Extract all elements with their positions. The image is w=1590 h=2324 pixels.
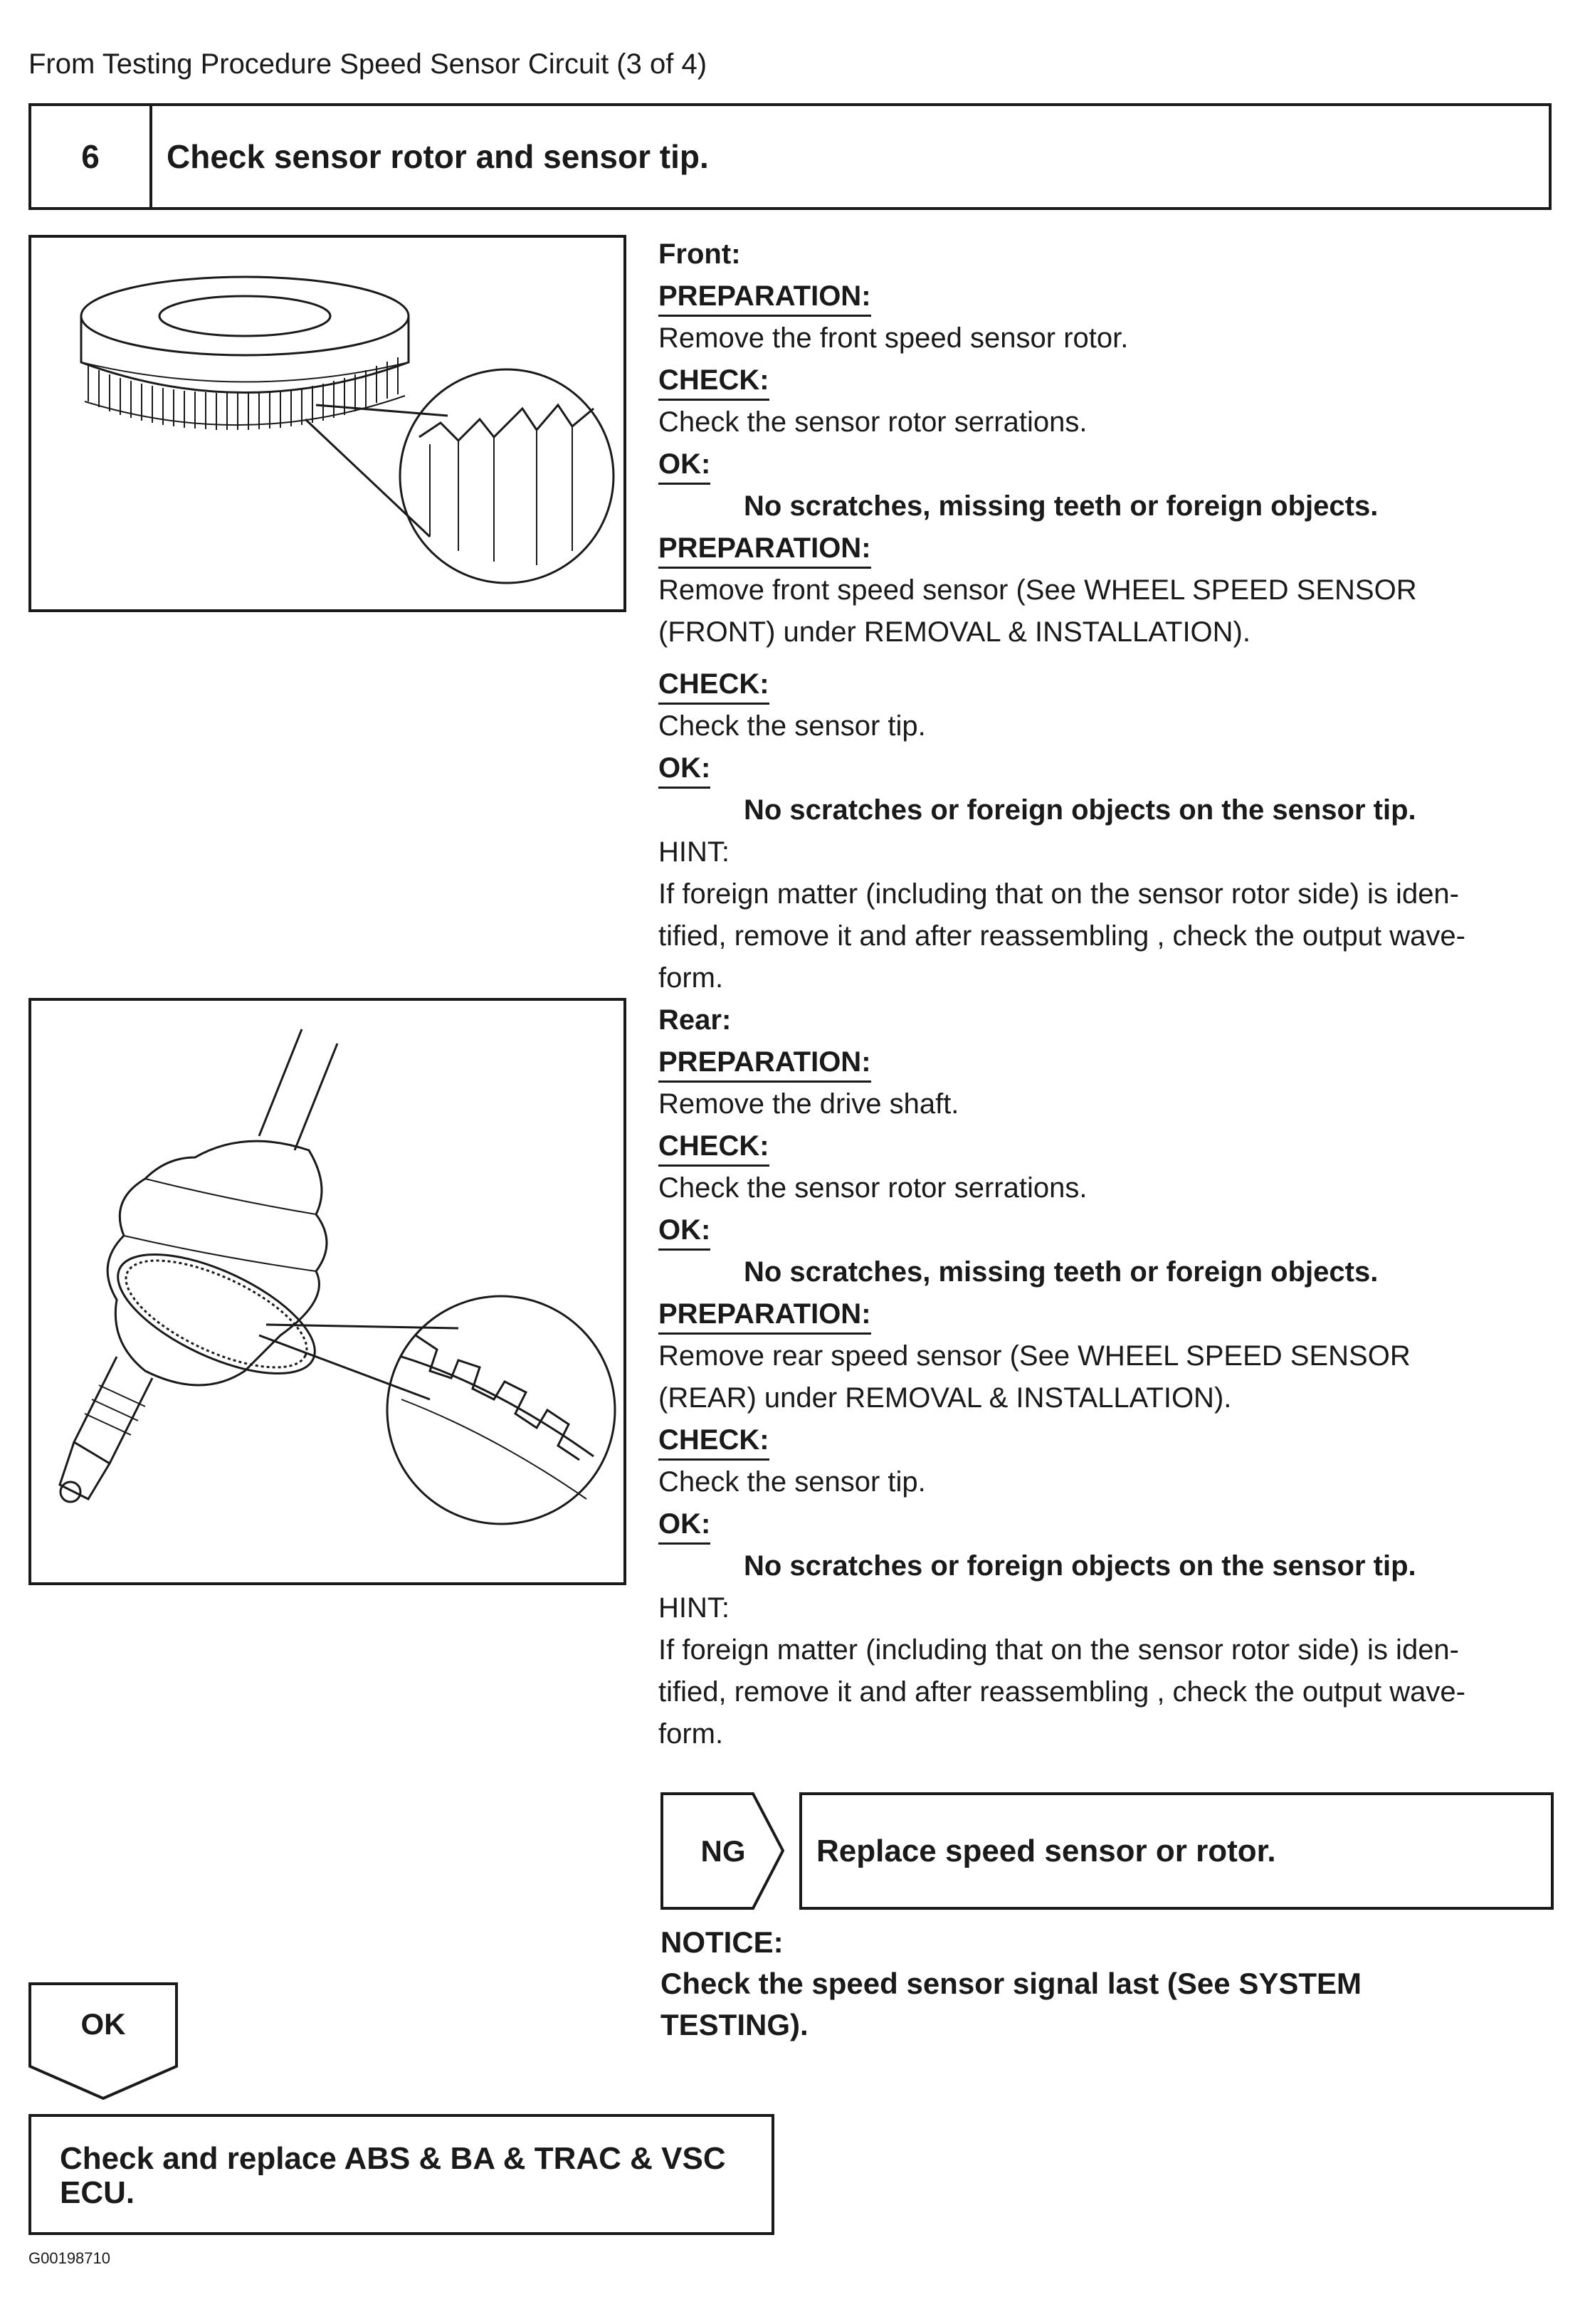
front-prep2-label: PREPARATION: (658, 530, 871, 569)
front-ok1-label: OK: (658, 446, 710, 485)
front-prep1-label: PREPARATION: (658, 278, 871, 317)
ng-action-box (799, 1792, 1554, 1910)
rear-ok2-text: No scratches or foreign objects on the sensor tip. (744, 1550, 1416, 1582)
page-caption: From Testing Procedure Speed Sensor Circuit (3 of 4) (28, 48, 707, 80)
front-hint-label: HINT: (658, 836, 730, 868)
rear-hint-label: HINT: (658, 1592, 730, 1624)
rear-prep1-label: PREPARATION: (658, 1043, 871, 1083)
notice-block (660, 1922, 1550, 2046)
front-ok2-label: OK: (658, 750, 710, 789)
notice-line1: Check the speed sensor signal last (See SYSTEM (660, 1967, 1362, 2000)
notice-line2: TESTING). (660, 2008, 809, 2041)
figure-code: G00198710 (28, 2249, 110, 2267)
ok-branch-tab (28, 1982, 178, 2100)
rear-hint-line1: If foreign matter (including that on the sensor rotor side) is iden- (658, 1634, 1459, 1666)
rear-prep1-text: Remove the drive shaft. (658, 1088, 959, 1120)
ok-label: OK (80, 2007, 126, 2041)
rear-ok1-text: No scratches, missing teeth or foreign objects. (744, 1256, 1379, 1288)
front-rotor-drawing (31, 238, 623, 609)
rear-driveshaft-illustration (28, 998, 626, 1585)
rear-ok1-label: OK: (658, 1211, 710, 1251)
ng-action-text: Replace speed sensor or rotor. (816, 1833, 1276, 1868)
procedure-text (658, 233, 1562, 1755)
ng-branch (660, 1792, 1554, 1910)
front-check1-text: Check the sensor rotor serrations. (658, 406, 1088, 438)
step-header (28, 103, 1552, 210)
front-heading: Front: (658, 238, 741, 270)
ok-action-box (28, 2114, 774, 2235)
rear-prep2-line1: Remove rear speed sensor (See WHEEL SPEED SENSOR (658, 1340, 1411, 1372)
rear-prep2-label: PREPARATION: (658, 1295, 871, 1335)
rear-check1-text: Check the sensor rotor serrations. (658, 1172, 1088, 1204)
ok-action-line1: Check and replace ABS & BA & TRAC & VSC (60, 2141, 726, 2176)
front-rotor-illustration (28, 235, 626, 612)
rear-check2-label: CHECK: (658, 1421, 769, 1461)
front-ok1-text: No scratches, missing teeth or foreign objects. (744, 490, 1379, 522)
step-number: 6 (31, 106, 152, 207)
front-check2-label: CHECK: (658, 666, 769, 705)
rear-ok2-label: OK: (658, 1505, 710, 1545)
front-prep2-line1: Remove front speed sensor (See WHEEL SPEED SENSOR (658, 574, 1417, 606)
rear-hint-line3: form. (658, 1718, 724, 1750)
front-check2-text: Check the sensor tip. (658, 710, 926, 742)
rear-driveshaft-drawing (31, 1001, 623, 1582)
rear-check2-text: Check the sensor tip. (658, 1466, 926, 1498)
rear-hint-line2: tified, remove it and after reassembling , check the output wave- (658, 1676, 1465, 1708)
notice-label: NOTICE: (660, 1925, 784, 1959)
ng-label: NG (700, 1834, 746, 1868)
front-hint-line2: tified, remove it and after reassembling , check the output wave- (658, 920, 1465, 952)
front-check1-label: CHECK: (658, 362, 769, 401)
rear-prep2-line2: (REAR) under REMOVAL & INSTALLATION). (658, 1382, 1232, 1414)
front-hint-line1: If foreign matter (including that on the sensor rotor side) is iden- (658, 878, 1459, 910)
step-title: Check sensor rotor and sensor tip. (167, 138, 709, 175)
rear-heading: Rear: (658, 1004, 732, 1036)
front-ok2-text: No scratches or foreign objects on the sensor tip. (744, 794, 1416, 826)
front-prep1-text: Remove the front speed sensor rotor. (658, 322, 1129, 354)
front-prep2-line2: (FRONT) under REMOVAL & INSTALLATION). (658, 616, 1251, 648)
ok-action-line2: ECU. (60, 2175, 135, 2210)
front-hint-line3: form. (658, 962, 724, 994)
rear-check1-label: CHECK: (658, 1127, 769, 1167)
